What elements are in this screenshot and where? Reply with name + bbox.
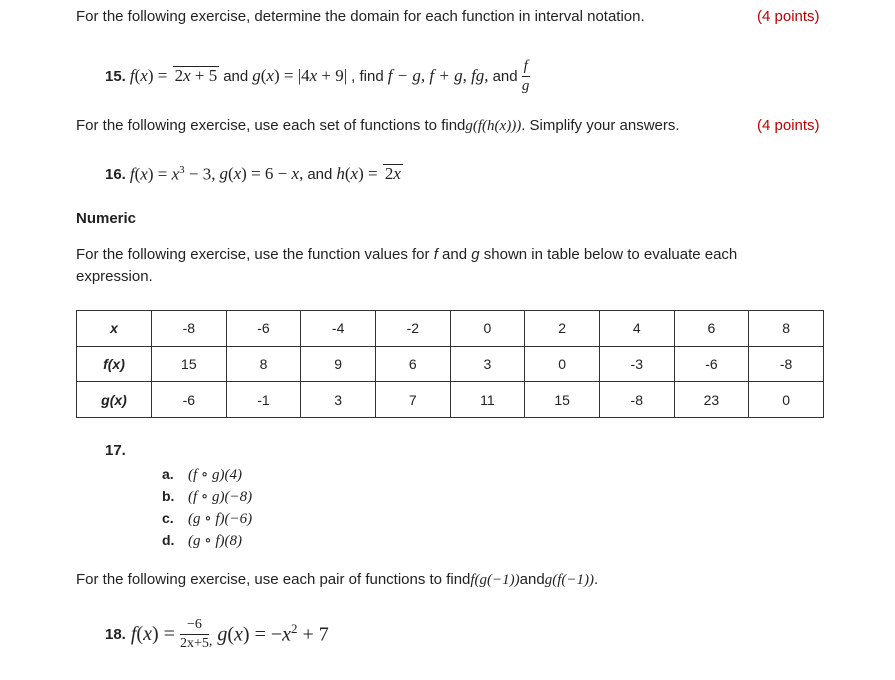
- and-text: and: [307, 165, 333, 183]
- and-text: and: [223, 67, 249, 85]
- question-16: [105, 164, 403, 185]
- item-expression: (f ∘ g)(−8): [188, 489, 253, 505]
- fraction-denominator: 2x+5: [179, 635, 209, 651]
- item-label: a.: [162, 466, 174, 482]
- table-cell: 15: [152, 346, 227, 382]
- h-expression: h(x) = 2x: [336, 164, 401, 184]
- item-label: b.: [162, 488, 175, 504]
- instruction-table-line2: expression.: [76, 268, 153, 285]
- table-cell: 8: [226, 346, 301, 382]
- g-letter: g: [471, 246, 480, 263]
- comma: ,: [208, 634, 213, 649]
- table-row: [77, 346, 824, 382]
- f-over-g-fraction: [522, 59, 530, 94]
- table-cell: 23: [674, 382, 749, 418]
- item-label: d.: [162, 532, 175, 548]
- list-item: [162, 486, 252, 508]
- item-label: c.: [162, 510, 174, 526]
- instruction-tail: .: [593, 571, 599, 588]
- table-cell: 7: [375, 382, 450, 418]
- f-expression: $f(x) = x^3 - 3$,: [129, 164, 216, 184]
- row-header: g(x): [77, 382, 152, 418]
- question-15: [105, 56, 530, 96]
- instruction-pair: [76, 571, 598, 589]
- g-expression: g(x) = 6 − x,: [219, 164, 304, 184]
- table-cell: -1: [226, 382, 301, 418]
- table-cell: -2: [375, 311, 450, 347]
- row-header: x: [77, 311, 152, 347]
- composition-expression: g(f(h(x))): [465, 118, 522, 134]
- function-values-table: [76, 310, 824, 418]
- table-cell: -8: [152, 311, 227, 347]
- table-cell: -8: [749, 346, 824, 382]
- instruction-text: For the following exercise, use each set of functions to find: [76, 117, 466, 134]
- table-cell: 2: [525, 311, 600, 347]
- table-row: [77, 311, 824, 347]
- f-letter: f: [433, 246, 438, 263]
- table-cell: 4: [599, 311, 674, 347]
- numeric-heading: Numeric: [76, 210, 137, 227]
- table-cell: 9: [301, 346, 376, 382]
- instruction-text: For the following exercise, use each pair of functions to find: [76, 571, 471, 588]
- table-cell: -6: [674, 346, 749, 382]
- question-number-17: 17.: [105, 442, 126, 459]
- table-cell: 3: [301, 382, 376, 418]
- table-cell: 15: [525, 382, 600, 418]
- table-cell: 0: [749, 382, 824, 418]
- row-header: f(x): [77, 346, 152, 382]
- question-17-list: [162, 464, 252, 552]
- table-cell: -6: [226, 311, 301, 347]
- g-expression: g(x) = |4x + 9|: [252, 66, 348, 85]
- table-cell: 3: [450, 346, 525, 382]
- list-item: [162, 508, 252, 530]
- instruction-text: For the following exercise, use the function values for: [76, 246, 430, 263]
- table-cell: 6: [674, 311, 749, 347]
- table-cell: -6: [152, 382, 227, 418]
- table-cell: -4: [301, 311, 376, 347]
- table-cell: 11: [450, 382, 525, 418]
- item-expression: (g ∘ f)(−6): [188, 511, 253, 527]
- g-expression: $g(x) = -x^2 + 7$: [217, 621, 329, 646]
- question-number: 18.: [105, 625, 126, 643]
- operations: f − g, f + g, fg,: [387, 66, 489, 85]
- and-text: and: [442, 246, 468, 263]
- table-cell: -3: [599, 346, 674, 382]
- fraction-numerator: −6: [180, 618, 209, 635]
- table-cell: 0: [525, 346, 600, 382]
- question-number: 16.: [105, 165, 126, 183]
- f-fraction: [180, 618, 209, 651]
- points-label-2: (4 points): [757, 117, 820, 134]
- composition-2: g(f(−1)): [544, 572, 594, 588]
- item-expression: (g ∘ f)(8): [188, 533, 243, 549]
- question-number: 15.: [105, 67, 126, 85]
- table-cell: 0: [450, 311, 525, 347]
- and-text: and: [519, 571, 545, 588]
- points-label-1: (4 points): [757, 8, 820, 25]
- f-lhs: f(x) =: [130, 622, 175, 645]
- question-18: [105, 612, 329, 656]
- list-item: [162, 464, 252, 486]
- instruction-tail: . Simplify your answers.: [521, 117, 680, 134]
- fraction-denominator: g: [521, 77, 530, 94]
- instruction-tail: shown in table below to evaluate each: [483, 246, 738, 263]
- instruction-composition: [76, 117, 680, 135]
- f-expression: f(x) = 2x + 5: [129, 66, 218, 85]
- instruction-table-line1: [76, 246, 737, 263]
- table-cell: -8: [599, 382, 674, 418]
- table-row: [77, 382, 824, 418]
- find-text: , find: [351, 67, 384, 85]
- list-item: [162, 530, 252, 552]
- table-cell: 8: [749, 311, 824, 347]
- table-cell: 6: [375, 346, 450, 382]
- item-expression: (f ∘ g)(4): [188, 467, 243, 483]
- composition-1: f(g(−1)): [470, 572, 520, 588]
- instruction-domain: For the following exercise, determine the domain for each function in interval notation.: [76, 8, 645, 25]
- fraction-numerator: f: [522, 59, 530, 77]
- and-text-2: and: [492, 67, 518, 85]
